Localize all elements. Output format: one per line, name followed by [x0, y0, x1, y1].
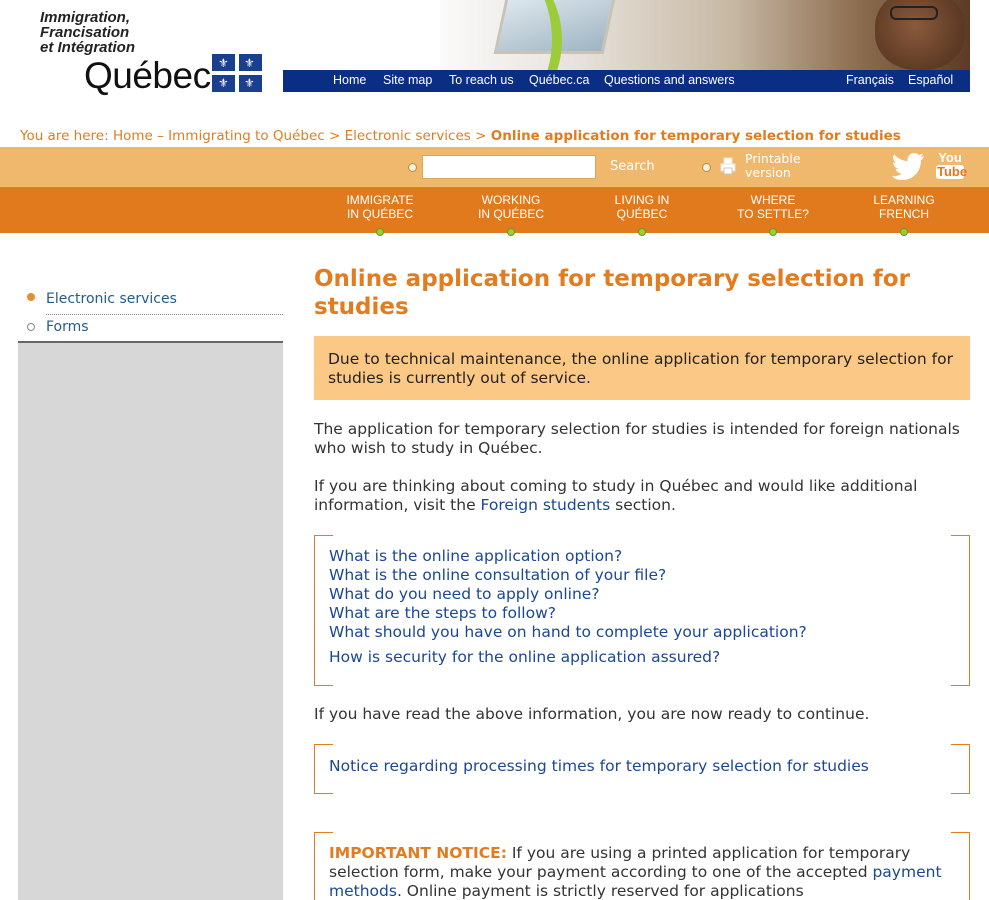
printable-line: Printable [745, 151, 801, 166]
breadcrumb-home-link[interactable]: Home [112, 128, 153, 144]
breadcrumb-immigrating-link[interactable]: Immigrating to Québec [168, 128, 325, 144]
nav-label: FRENCH [879, 207, 929, 221]
faq-link-security[interactable]: How is security for the online application assured? [329, 648, 721, 666]
sidebar [18, 233, 283, 900]
logo-wordmark[interactable]: Québec [84, 55, 211, 96]
youtube-icon[interactable] [936, 150, 968, 183]
nav-label: QUÉBEC [616, 207, 668, 221]
faq-link-on-hand[interactable]: What should you have on hand to complete your application? [329, 623, 807, 641]
nav-living-in-quebec[interactable] [587, 193, 697, 221]
faq-link-steps[interactable]: What are the steps to follow? [329, 604, 556, 622]
topnav-home-link[interactable]: Home [333, 73, 367, 87]
breadcrumb-prefix: You are here: [20, 128, 109, 144]
logo-line: Francisation [40, 24, 130, 41]
important-notice-label: IMPORTANT NOTICE: [329, 844, 507, 862]
topnav-site-map-link[interactable]: Site map [383, 73, 433, 87]
faq-links-box [314, 535, 970, 686]
breadcrumb-separator: > [470, 128, 491, 144]
nav-dot-icon [900, 228, 908, 236]
faq-link-online-consultation[interactable]: What is the online consultation of your file? [329, 566, 667, 584]
logo-ministry-name[interactable] [40, 10, 135, 55]
nav-dot-icon [638, 228, 646, 236]
nav-working-in-quebec[interactable] [456, 193, 566, 221]
search-button[interactable]: Search [610, 159, 655, 174]
paragraph-text: section. [610, 496, 676, 514]
intro-paragraph: The application for temporary selection for studies is intended for foreign nationals who wish to study in Québec. [314, 420, 960, 457]
maintenance-alert: Due to technical maintenance, the online application for temporary selection for studies is currently out of service. [314, 336, 970, 400]
topnav-reach-us-link[interactable]: To reach us [449, 73, 514, 87]
logo-line: Immigration, [40, 9, 131, 26]
nav-label: LIVING IN [614, 193, 670, 207]
main-content [314, 265, 970, 900]
breadcrumb-separator: – [152, 128, 169, 144]
logo-line: et Intégration [40, 39, 136, 56]
nav-label: LEARNING [873, 193, 935, 207]
language-spanish-link[interactable]: Español [908, 73, 954, 87]
active-bullet-icon [27, 293, 35, 301]
breadcrumb-electronic-services-link[interactable]: Electronic services [344, 128, 471, 144]
faq-link-online-option[interactable]: What is the online application option? [329, 547, 623, 565]
printable-line: version [745, 165, 791, 180]
sidebar-item-forms[interactable]: Forms [46, 319, 89, 335]
main-navigation [0, 187, 989, 233]
twitter-icon[interactable] [890, 151, 926, 183]
ready-paragraph: If you have read the above information, you are now ready to continue. [314, 705, 870, 723]
page-title: Online application for temporary selection for studies [314, 266, 910, 320]
important-notice-box [314, 832, 970, 900]
printer-icon[interactable] [720, 157, 736, 175]
bullet-icon [27, 323, 35, 331]
sidebar-item-electronic-services[interactable]: Electronic services [46, 291, 177, 307]
breadcrumb [20, 128, 901, 144]
bullet-icon [408, 163, 417, 172]
breadcrumb-separator: > [324, 128, 345, 144]
top-navigation [283, 70, 970, 92]
nav-immigrate-in-quebec[interactable] [325, 193, 435, 221]
nav-label: WORKING [481, 193, 541, 207]
nav-dot-icon [507, 228, 515, 236]
paragraph-text: If you are thinking about coming to study in Québec and would like additional information, visit the [314, 477, 918, 514]
printable-version-link[interactable] [745, 152, 801, 180]
language-french-link[interactable]: Français [846, 73, 894, 87]
quebec-flag-icon: ⚜ ⚜ ⚜ ⚜ [212, 54, 262, 92]
header-banner-photo [440, 0, 970, 70]
important-notice-text: . Online payment is strictly reserved for applications [396, 882, 804, 900]
bullet-icon [702, 163, 711, 172]
nav-dot-icon [376, 228, 384, 236]
important-notice-text: If you are using a printed application for temporary selection form, make your payment according to one of the accepted [329, 844, 911, 881]
nav-label: IN QUÉBEC [477, 207, 544, 221]
site-header [0, 0, 989, 120]
payment-methods-link[interactable]: payment methods [329, 863, 942, 900]
info-paragraph [314, 477, 970, 515]
youtube-text: You [938, 150, 962, 165]
foreign-students-link[interactable]: Foreign students [480, 496, 611, 514]
nav-label: TO SETTLE? [737, 207, 809, 221]
faq-link-what-you-need[interactable]: What do you need to apply online? [329, 585, 600, 603]
nav-learning-french[interactable] [849, 193, 959, 221]
divider [18, 341, 283, 343]
divider [46, 314, 283, 315]
nav-label: IN QUÉBEC [346, 207, 413, 221]
search-input[interactable] [422, 155, 596, 179]
topnav-quebec-ca-link[interactable]: Québec.ca [529, 73, 590, 87]
processing-times-link[interactable]: Notice regarding processing times for temporary selection for studies [329, 757, 869, 775]
breadcrumb-current-page: Online application for temporary selection for studies [490, 128, 901, 144]
topnav-questions-link[interactable]: Questions and answers [604, 73, 735, 87]
nav-label: WHERE [750, 193, 796, 207]
nav-dot-icon [769, 228, 777, 236]
nav-where-to-settle[interactable] [718, 193, 828, 221]
notice-box [314, 744, 970, 794]
nav-label: IMMIGRATE [346, 193, 414, 207]
youtube-text: Tube [937, 164, 968, 179]
utility-bar [0, 147, 989, 187]
